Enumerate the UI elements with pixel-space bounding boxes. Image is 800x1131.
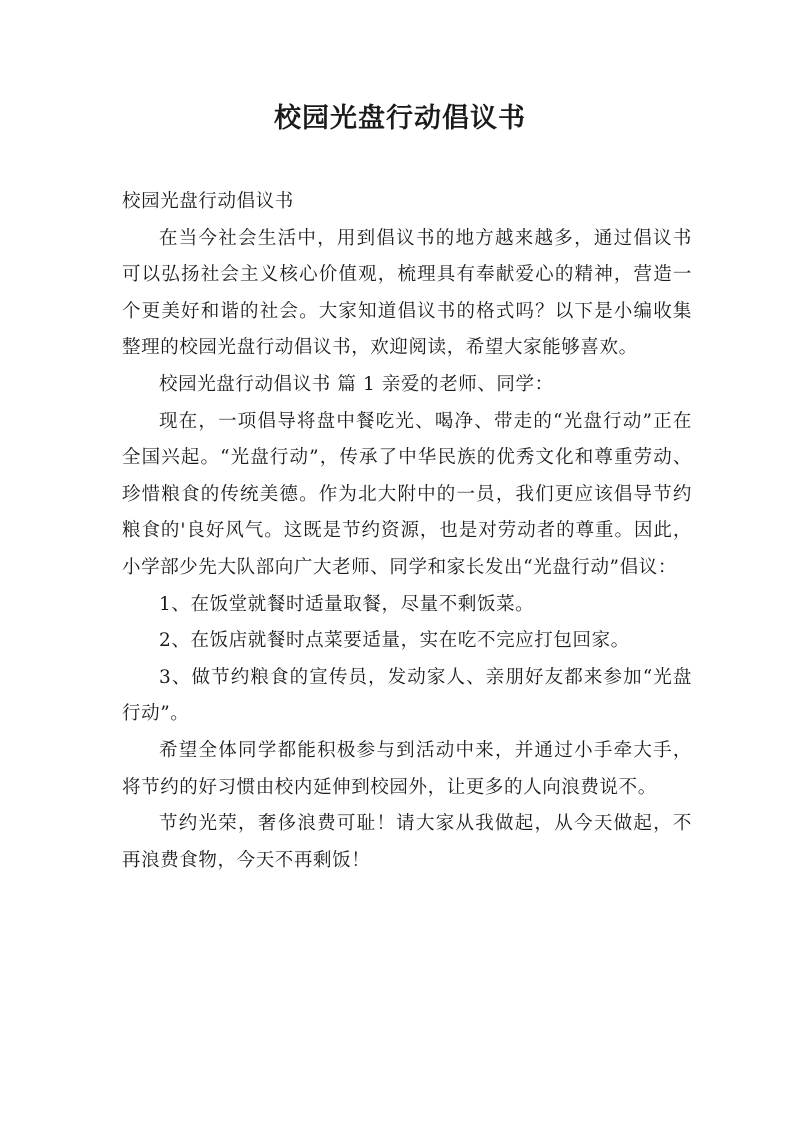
paragraph-intro: 在当今社会生活中，用到倡议书的地方越来越多，通过倡议书可以弘扬社会主义核心价值观，梳理具有奉献爱心的精神，营造一个更美好和谐的社会。大家知道倡议书的格式吗？以下是小编收集整理的校园光盘行动倡议书，欢迎阅读，希望大家能够喜欢。 xyxy=(122,227,692,359)
paragraph-closing: 节约光荣，奢侈浪费可耻！请大家从我做起，从今天做起，不再浪费食物，今天不再剩饭！ xyxy=(122,813,692,871)
paragraph-heading: 校园光盘行动倡议书 xyxy=(122,191,294,212)
paragraph-section-title: 校园光盘行动倡议书 篇 1 亲爱的老师、同学： xyxy=(159,373,554,395)
document-body xyxy=(122,184,692,879)
list-item: 3、做节约粮食的宣传员，发动家人、亲朋好友都来参加“光盘行动”。 xyxy=(122,666,692,725)
paragraph-body: 希望全体同学都能积极参与到活动中来，并通过小手牵大手，将节约的好习惯由校内延伸到校园外，让更多的人向浪费说不。 xyxy=(122,739,692,798)
list-item: 1、在饭堂就餐时适量取餐，尽量不剩饭菜。 xyxy=(159,593,535,615)
paragraph-body: 现在，一项倡导将盘中餐吃光、喝净、带走的“光盘行动”正在全国兴起。“光盘行动”，传承了中华民族的优秀文化和尊重劳动、珍惜粮食的传统美德。作为北大附中的一员，我们更应该倡导节约粮食的'良好风气。这既是节约资源，也是对劳动者的尊重。因此，小学部少先大队部向广大老师、同学和家长发出“光盘行动”倡议： xyxy=(122,410,692,578)
document-title: 校园光盘行动倡议书 xyxy=(274,103,526,134)
list-item: 2、在饭店就餐时点菜要适量，实在吃不完应打包回家。 xyxy=(159,630,630,652)
